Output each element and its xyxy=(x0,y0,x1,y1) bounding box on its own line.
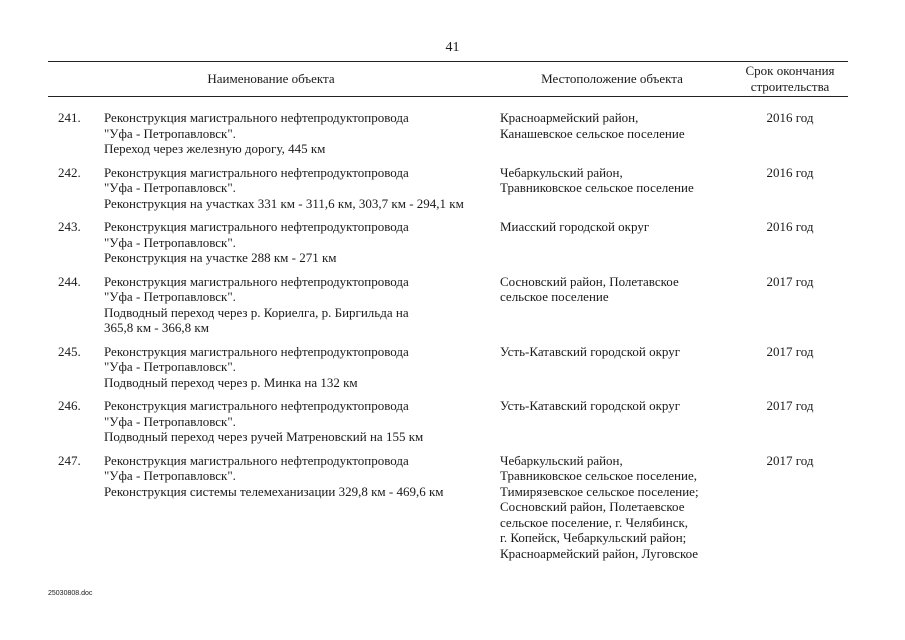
table-row xyxy=(0,398,905,445)
object-name-line: "Уфа - Петропавловск". xyxy=(104,413,236,429)
row-number: 247. xyxy=(58,452,81,468)
object-location-line: г. Копейск, Чебаркульский район; xyxy=(500,530,687,545)
object-location xyxy=(500,219,730,235)
object-location-line: Сосновский район, Полетавское xyxy=(500,273,679,289)
row-number: 242. xyxy=(58,164,81,180)
object-name-line: Переход через железную дорогу, 445 км xyxy=(104,141,326,156)
object-name xyxy=(104,398,490,445)
object-name xyxy=(104,110,490,157)
construction-term: 2017 год xyxy=(766,273,814,289)
construction-term: 2016 год xyxy=(766,219,814,234)
object-name-line: Реконструкция магистрального нефтепродуктопровода xyxy=(104,164,409,180)
table-header-term-line2: строительства xyxy=(750,79,830,94)
table-header-term xyxy=(732,63,848,95)
construction-term: 2017 год xyxy=(766,343,814,359)
row-number: 246. xyxy=(58,398,81,413)
object-name-line: Реконструкция магистрального нефтепродуктопровода xyxy=(104,273,409,289)
object-location xyxy=(500,165,730,196)
object-name-line: Реконструкция магистрального нефтепродуктопровода xyxy=(104,398,409,413)
object-name xyxy=(104,344,490,391)
table-header-location: Местоположение объекта xyxy=(541,71,683,86)
object-name-line: Реконструкция магистрального нефтепродуктопровода xyxy=(104,452,409,468)
table-row xyxy=(0,110,905,157)
footer-filename: 25030808.doc xyxy=(48,590,93,597)
table-header-rule xyxy=(48,96,848,97)
row-number: 245. xyxy=(58,343,81,359)
table-row xyxy=(0,344,905,391)
object-location xyxy=(500,274,730,305)
object-location-line: Сосновский район, Полетаевское xyxy=(500,499,685,514)
construction-term: 2017 год xyxy=(766,398,814,413)
table-top-rule xyxy=(48,61,848,62)
object-location xyxy=(500,453,730,562)
object-name xyxy=(104,219,490,266)
row-number: 243. xyxy=(58,219,81,234)
row-number: 241. xyxy=(58,110,81,125)
object-location xyxy=(500,398,730,414)
object-location-line: сельское поселение, г. Челябинск, xyxy=(500,514,689,530)
object-location-line: Канашевское сельское поселение xyxy=(500,125,685,141)
object-name-line: "Уфа - Петропавловск". xyxy=(104,468,236,483)
object-location-line: Тимирязевское сельское поселение; xyxy=(500,483,699,499)
object-name-line: "Уфа - Петропавловск". xyxy=(104,359,236,374)
table-row xyxy=(0,165,905,212)
table-row xyxy=(0,274,905,336)
object-location-line: Миасский городской округ xyxy=(500,219,650,234)
table-body xyxy=(0,110,905,569)
object-location-line: Красноармейский район, xyxy=(500,110,639,125)
object-location xyxy=(500,110,730,141)
object-location-line: Чебаркульский район, xyxy=(500,164,623,180)
object-location-line: Чебаркульский район, xyxy=(500,452,623,468)
table-row xyxy=(0,219,905,266)
object-name xyxy=(104,274,490,336)
object-location-line: Травниковское сельское поселение, xyxy=(500,468,697,483)
object-name xyxy=(104,453,490,500)
object-name-line: "Уфа - Петропавловск". xyxy=(104,234,236,250)
table-header-name: Наименование объекта xyxy=(207,71,335,86)
object-name-line: Реконструкция на участке 288 км - 271 км xyxy=(104,250,337,265)
row-number: 244. xyxy=(58,273,81,289)
object-name-line: "Уфа - Петропавловск". xyxy=(104,180,236,195)
object-name-line: Реконструкция магистрального нефтепродуктопровода xyxy=(104,343,409,359)
object-location-line: Усть-Катавский городской округ xyxy=(500,343,681,359)
construction-term: 2016 год xyxy=(766,110,814,125)
page-number: 41 xyxy=(445,40,460,55)
object-location xyxy=(500,344,730,360)
object-name-line: 365,8 км - 366,8 км xyxy=(104,320,209,335)
object-name-line: Реконструкция на участках 331 км - 311,6 км, 303,7 км - 294,1 км xyxy=(104,195,464,211)
object-name-line: "Уфа - Петропавловск". xyxy=(104,289,236,304)
object-name-line: Подводный переход через ручей Матреновский на 155 км xyxy=(104,429,424,444)
table-row xyxy=(0,453,905,562)
object-name-line: Реконструкция системы телемеханизации 329,8 км - 469,6 км xyxy=(104,483,444,499)
object-name-line: Реконструкция магистрального нефтепродуктопровода xyxy=(104,219,409,234)
table-header-term-line1: Срок окончания xyxy=(745,63,835,78)
object-name xyxy=(104,165,490,212)
object-location-line: Травниковское сельское поселение xyxy=(500,180,694,195)
object-location-line: сельское поселение xyxy=(500,289,609,304)
object-name-line: Реконструкция магистрального нефтепродуктопровода xyxy=(104,110,409,125)
construction-term: 2017 год xyxy=(766,452,814,468)
object-name-line: Подводный переход через р. Минка на 132 км xyxy=(104,374,358,390)
object-name-line: "Уфа - Петропавловск". xyxy=(104,125,236,141)
object-name-line: Подводный переход через р. Кориелга, р. Биргильда на xyxy=(104,304,409,320)
object-location-line: Красноармейский район, Луговское xyxy=(500,545,699,561)
construction-term: 2016 год xyxy=(766,164,814,180)
object-location-line: Усть-Катавский городской округ xyxy=(500,398,681,413)
